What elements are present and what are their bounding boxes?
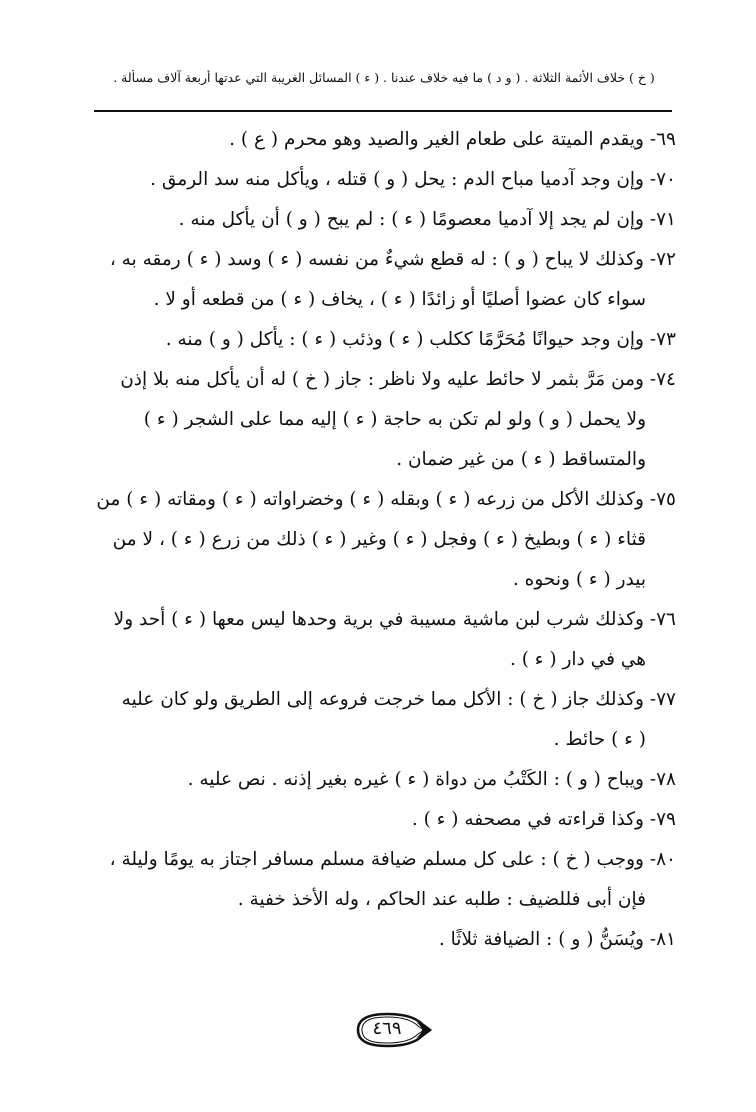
item-continuation-line: ولا يحمل ( و ) ولو لم تكن به حاجة ( ء ) إليه مما على الشجر ( ء ) xyxy=(143,409,646,430)
item-line: ٧٩- وكذا قراءته في مصحفه ( ء ) . xyxy=(411,809,676,830)
issue-item-75 xyxy=(96,480,676,600)
issue-item-80 xyxy=(96,840,676,920)
issue-item-72 xyxy=(96,240,676,320)
issue-item-77 xyxy=(96,680,676,760)
item-continuation-line: سواء كان عضوا أصليًا أو زائدًا ( ء ) ، يخاف ( ء ) من قطعه أو لا . xyxy=(153,289,646,310)
item-line: ٧٥- وكذلك الأكل من زرعه ( ء ) وبقله ( ء ) وخضراواته ( ء ) ومقاته ( ء ) من xyxy=(96,489,676,510)
item-line: ٧٦- وكذلك شرب لبن ماشية مسيبة في برية وحدها ليس معها ( ء ) أحد ولا xyxy=(113,609,676,630)
item-line: ٨١- ويُسَنُّ ( و ) : الضيافة ثلاثًا . xyxy=(438,929,676,950)
item-continuation-line: قثاء ( ء ) وبطيخ ( ء ) وفجل ( ء ) وغير ( ء ) ذلك من زرع ( ء ) ، لا من xyxy=(112,529,646,550)
issue-item-76 xyxy=(96,600,676,680)
page-body xyxy=(96,120,676,960)
item-continuation-line: والمتساقط ( ء ) من غير ضمان . xyxy=(396,449,646,470)
item-line: ٧١- وإن لم يجد إلا آدميا معصومًا ( ء ) : لم يبح ( و ) أن يأكل منه . xyxy=(178,209,676,230)
item-line: ٧٢- وكذلك لا يباح ( و ) : له قطع شيءٌ من نفسه ( ء ) وسد ( ء ) رمقه به ، xyxy=(109,249,676,270)
issue-item-73 xyxy=(96,320,676,360)
running-header: ( خ ) خلاف الأئمة الثلاثة . ( و د ) ما فيه خلاف عندنا . ( ء ) المسائل الغريبة التي عدتها أربعة آلاف مسألة . xyxy=(113,70,655,85)
item-continuation-line: ( ء ) حائط . xyxy=(553,729,646,750)
item-line: ٧٧- وكذلك جاز ( خ ) : الأكل مما خرجت فروعه إلى الطريق ولو كان عليه xyxy=(121,689,676,710)
issue-item-79 xyxy=(96,800,676,840)
page-number-ornament xyxy=(350,1010,432,1050)
item-continuation-line: فإن أبى فللضيف : طلبه عند الحاكم ، وله الأخذ خفية . xyxy=(237,889,646,910)
item-line: ٧٠- وإن وجد آدميا مباح الدم : يحل ( و ) قتله ، ويأكل منه سد الرمق . xyxy=(150,169,676,190)
item-line: ٧٤- ومن مَرَّ بثمر لا حائط عليه ولا ناظر : جاز ( خ ) له أن يأكل منه بلا إذن xyxy=(120,369,676,390)
item-line: ٦٩- ويقدم الميتة على طعام الغير والصيد وهو محرم ( ع ) . xyxy=(229,129,676,150)
item-line: ٧٣- وإن وجد حيوانًا مُحَرَّمًا ككلب ( ء ) وذئب ( ء ) : يأكل ( و ) منه . xyxy=(165,329,676,350)
issue-item-69 xyxy=(96,120,676,160)
page-number: ٤٦٩ xyxy=(372,1018,402,1039)
issue-item-78 xyxy=(96,760,676,800)
item-line: ٨٠- ووجب ( خ ) : على كل مسلم ضيافة مسلم مسافر اجتاز به يومًا وليلة ، xyxy=(109,849,676,870)
item-continuation-line: هي في دار ( ء ) . xyxy=(509,649,646,670)
issue-item-71 xyxy=(96,200,676,240)
item-line: ٧٨- ويباح ( و ) : الكَتْبُ من دواة ( ء ) غيره بغير إذنه . نص عليه . xyxy=(187,769,676,790)
issue-item-70 xyxy=(96,160,676,200)
item-continuation-line: بيدر ( ء ) ونحوه . xyxy=(512,569,646,590)
issue-item-81 xyxy=(96,920,676,960)
issue-item-74 xyxy=(96,360,676,480)
header-rule xyxy=(94,110,672,112)
